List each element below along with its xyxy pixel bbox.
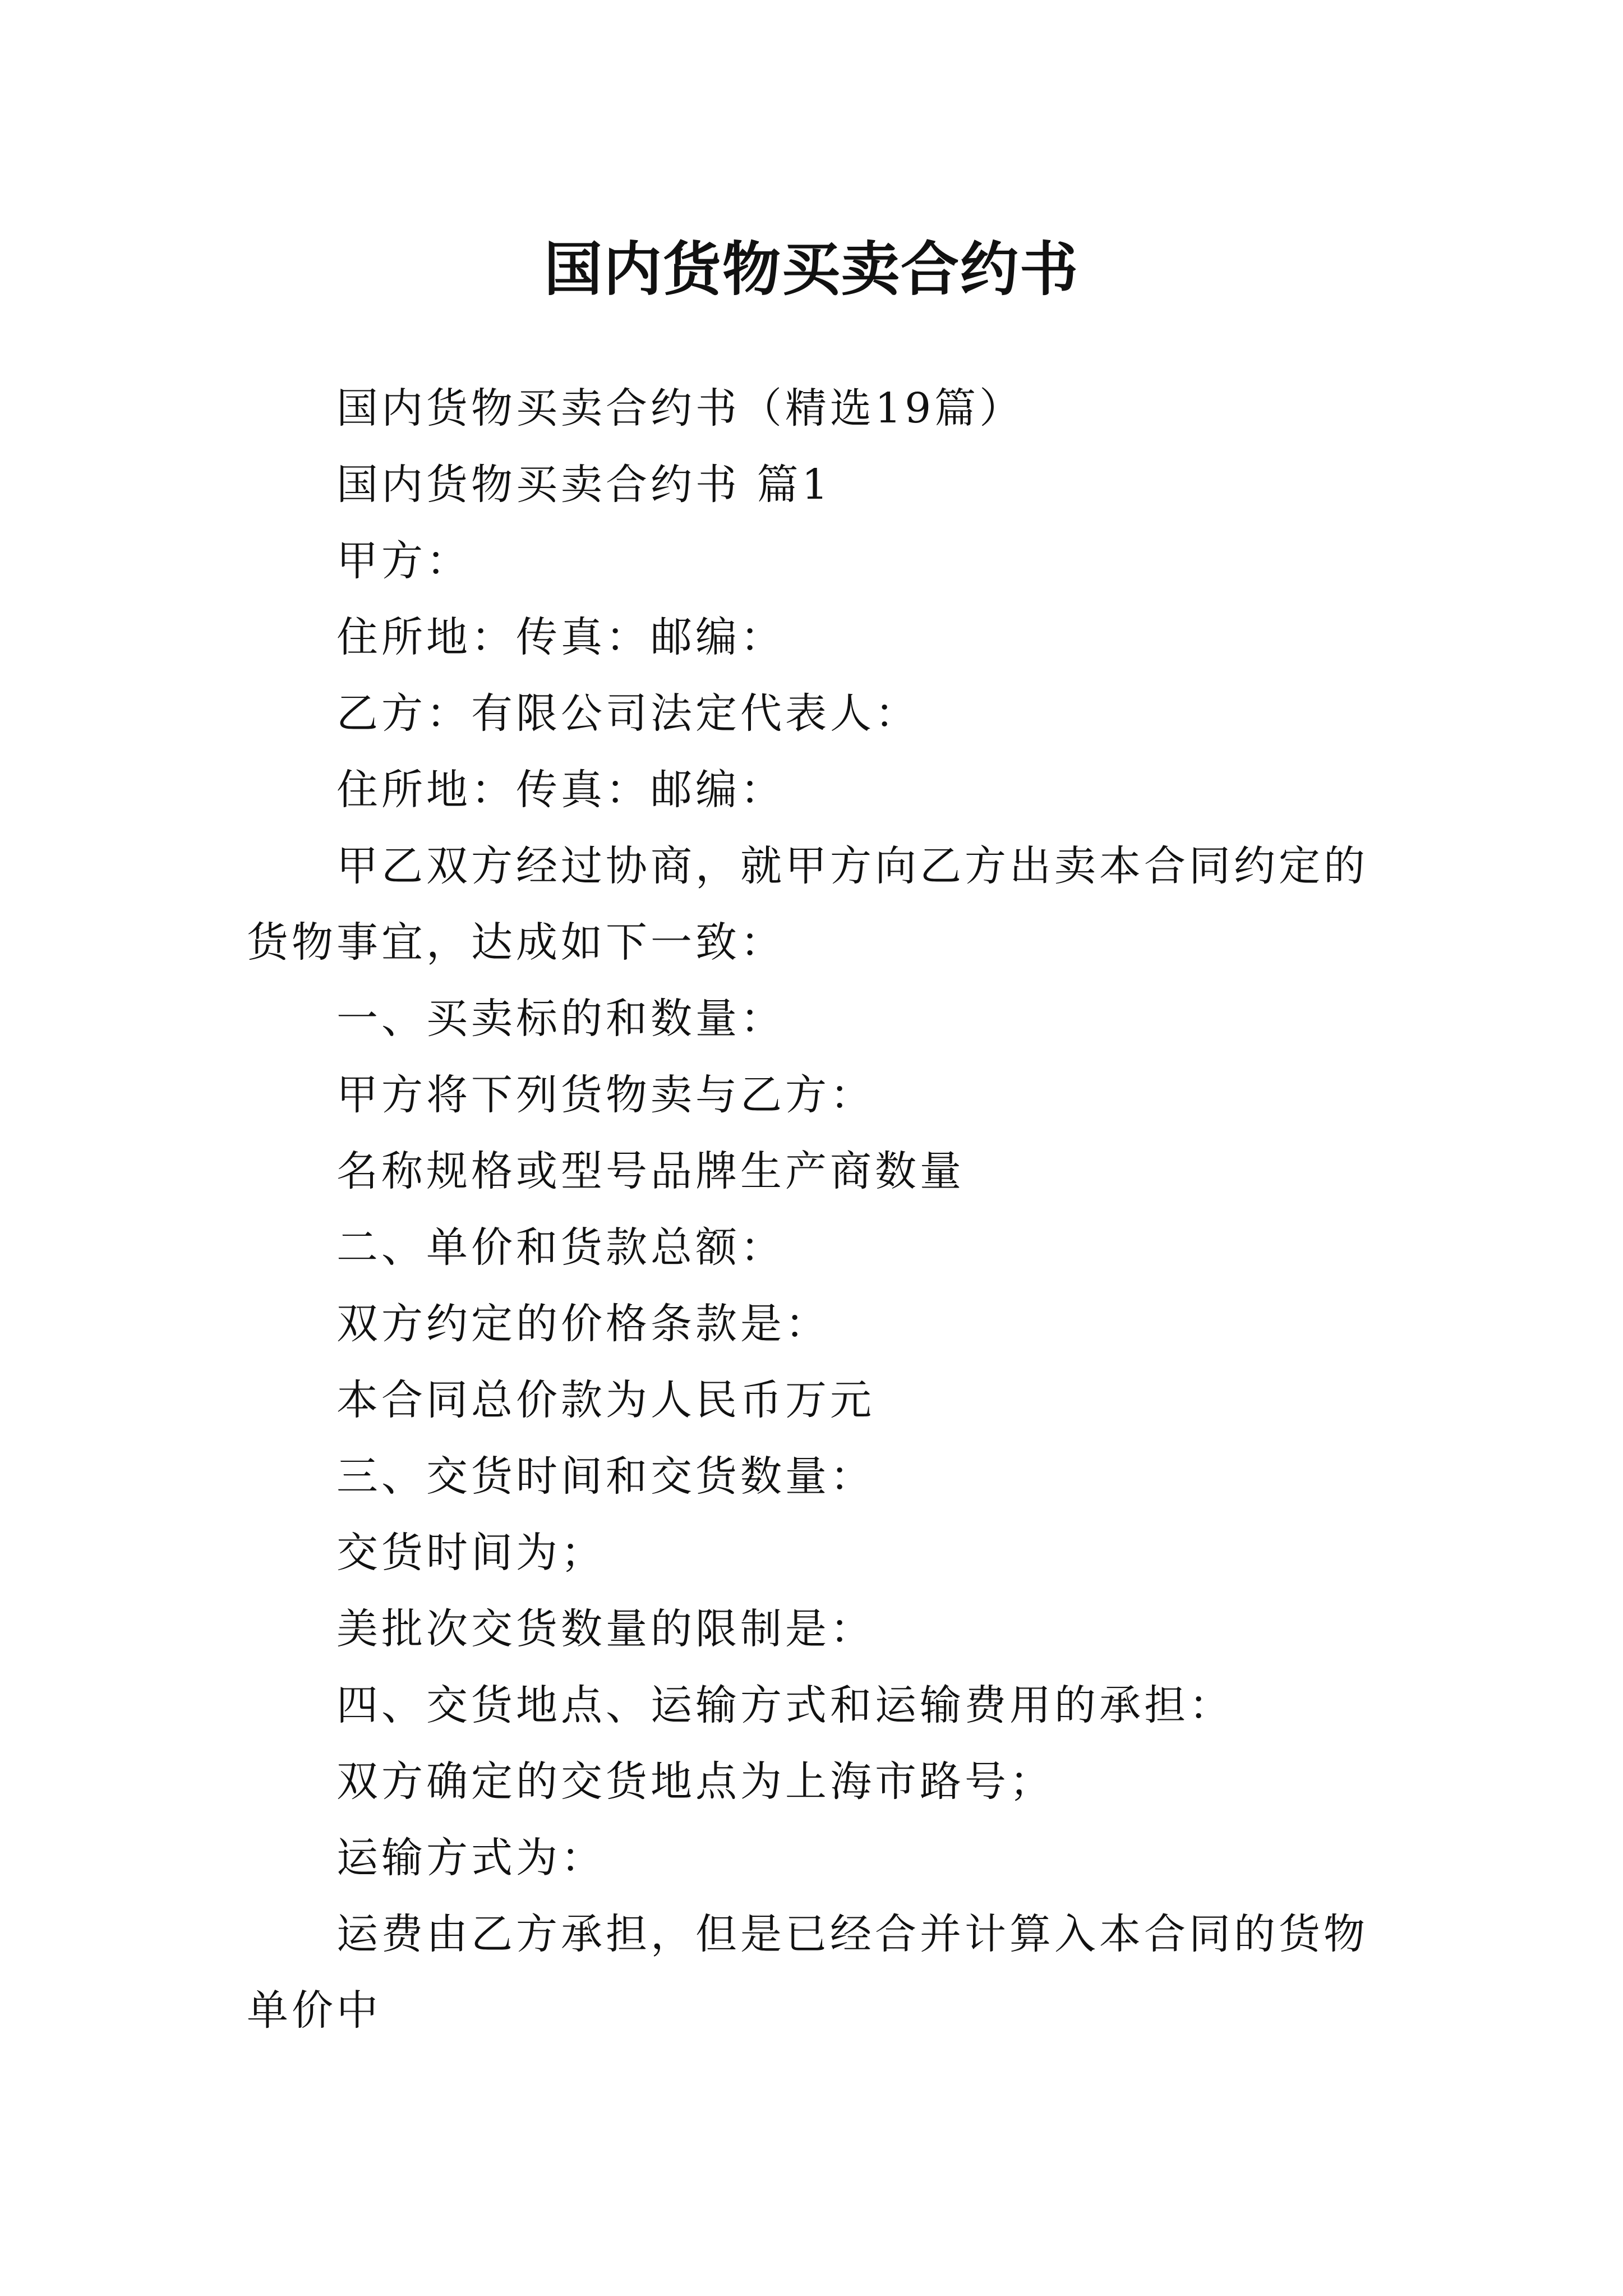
paragraph: 美批次交货数量的限制是： [336, 1605, 875, 1653]
paragraph: 一、买卖标的和数量： [336, 995, 785, 1043]
paragraph: 乙方：有限公司法定代表人： [336, 689, 920, 738]
paragraph: 国内货物买卖合约书 篇1 [336, 461, 832, 509]
paragraph: 国内货物买卖合约书（精选19篇） [336, 384, 1025, 432]
paragraph: 住所地：传真：邮编： [336, 766, 785, 814]
paragraph: 名称规格或型号品牌生产商数量 [336, 1147, 965, 1195]
paragraph: 二、单价和货款总额： [336, 1223, 785, 1272]
document-body [247, 370, 1385, 2049]
paragraph: 甲方将下列货物卖与乙方： [336, 1071, 875, 1119]
paragraph: 四、交货地点、运输方式和运输费用的承担： [336, 1681, 1234, 1729]
paragraph: 甲乙双方经过协商，就甲方向乙方出卖本合同约定的货物事宜，达成如下一致： [247, 842, 1368, 967]
paragraph: 本合同总价款为人民币万元 [336, 1376, 875, 1424]
document-title: 国内货物买卖合约书 [543, 234, 1079, 303]
paragraph: 三、交货时间和交货数量： [336, 1452, 875, 1501]
paragraph: 住所地：传真：邮编： [336, 613, 785, 661]
paragraph: 运输方式为： [336, 1834, 606, 1882]
paragraph: 双方确定的交货地点为上海市路号； [336, 1757, 1054, 1806]
paragraph: 运费由乙方承担，但是已经合并计算入本合同的货物单价中 [247, 1910, 1368, 2035]
paragraph: 交货时间为； [336, 1529, 606, 1577]
paragraph: 双方约定的价格条款是： [336, 1300, 830, 1348]
paragraph: 甲方： [336, 537, 471, 585]
